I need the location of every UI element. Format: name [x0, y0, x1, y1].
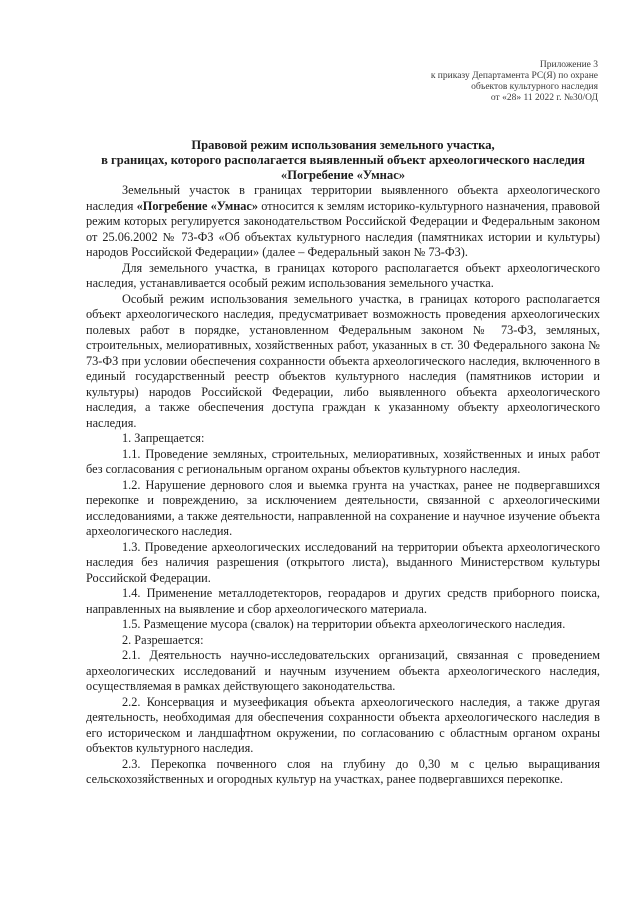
- paragraph-1-start: Земельный участок в границах территории выявленного объекта археологического наследия: [86, 183, 600, 213]
- document-title: [86, 138, 600, 183]
- paragraph-1-end: относится к землям историко-культурного назначения, правовой режим которых регулируется законодательством Российской Федерации и Федеральным законом от 25.06.2002 № 73-ФЗ «Об объектах культурного наследия (памятниках истории и культуры) народов Российской Федерации» (далее – Федеральный закон № 73-ФЗ).: [86, 198, 600, 259]
- document-body: [86, 183, 600, 788]
- appendix-line-2: к приказу Департамента РС(Я) по охране: [430, 71, 598, 81]
- appendix-line-1: Приложение 3: [539, 60, 598, 70]
- clause-1-3: 1.3. Проведение археологических исследований на территории объекта археологического наследия без наличия разрешения (открытого листа), выданного Министерством культуры Российской Федерации.: [86, 539, 600, 585]
- title-line-1: Правовой режим использования земельного участка,: [191, 138, 495, 152]
- clause-2-3: 2.3. Перекопка почвенного слоя на глубину до 0,30 м с целью выращивания сельскохозяйственных и огородных культур на участках, ранее подвергавшихся перекопке.: [86, 756, 600, 786]
- section-2-heading: 2. Разрешается:: [122, 632, 204, 647]
- clause-1-2: 1.2. Нарушение дернового слоя и выемка грунта на участках, ранее не подвергавшихся перекопке и повреждению, за исключением деятельности, связанной с археологическими исследованиями, а также деятельности, направленной на сохранение и научное изучение объекта археологического наследия.: [86, 477, 600, 538]
- title-line-2: в границах, которого располагается выявленный объект археологического наследия: [101, 153, 585, 167]
- object-name: «Погребение «Умнас»: [136, 198, 259, 213]
- appendix-line-3: объектов культурного наследия: [471, 82, 598, 92]
- paragraph-3: Особый режим использования земельного участка, в границах которого располагается объект археологического наследия, предусматривает возможность проведения археологических полевых работ в порядке, установленном Федеральным законом № 73-ФЗ, земляных, строительных, мелиоративных, хозяйственных работ, указанных в ст. 30 Федерального закона № 73-ФЗ при условии обеспечения сохранности объекта археологического наследия, включенного в единый государственный реестр объектов культурного наследия (памятников истории и культуры) народов Российской Федерации, либо выявленного объекта археологического наследия, а также обеспечения доступа граждан к указанному объекту археологического наследия.: [86, 291, 600, 430]
- appendix-line-4: от «28» 11 2022 г. №30/ОД: [490, 93, 598, 103]
- paragraph-1: [86, 183, 600, 261]
- paragraph-2: Для земельного участка, в границах которого располагается объект археологического наследия, устанавливается особый режим использования земельного участка.: [86, 260, 600, 290]
- clause-1-4: 1.4. Применение металлодетекторов, георадаров и других средств приборного поиска, направленных на выявление и сбор археологического материала.: [86, 586, 600, 616]
- clause-2-2: 2.2. Консервация и музеефикация объекта археологического наследия, а также другая деятельность, необходимая для обеспечения сохранности объекта археологического наследия в его историческом и ландшафтном окружении, по согласованию с областным органом охраны объектов культурного наследия.: [86, 694, 600, 755]
- clause-1-1: 1.1. Проведение земляных, строительных, мелиоративных, хозяйственных и иных работ без согласования с региональным органом охраны объектов культурного наследия.: [86, 446, 600, 476]
- clause-1-5: 1.5. Размещение мусора (свалок) на территории объекта археологического наследия.: [122, 617, 566, 631]
- section-1-heading: 1. Запрещается:: [122, 431, 205, 445]
- title-line-3: «Погребение «Умнас»: [280, 168, 406, 182]
- clause-2-1: 2.1. Деятельность научно-исследовательских организаций, связанная с проведением археологических исследований и научным изучением объекта археологического наследия, осуществляемая в рамках действующего законодательства.: [86, 648, 600, 693]
- appendix-header: [431, 60, 598, 104]
